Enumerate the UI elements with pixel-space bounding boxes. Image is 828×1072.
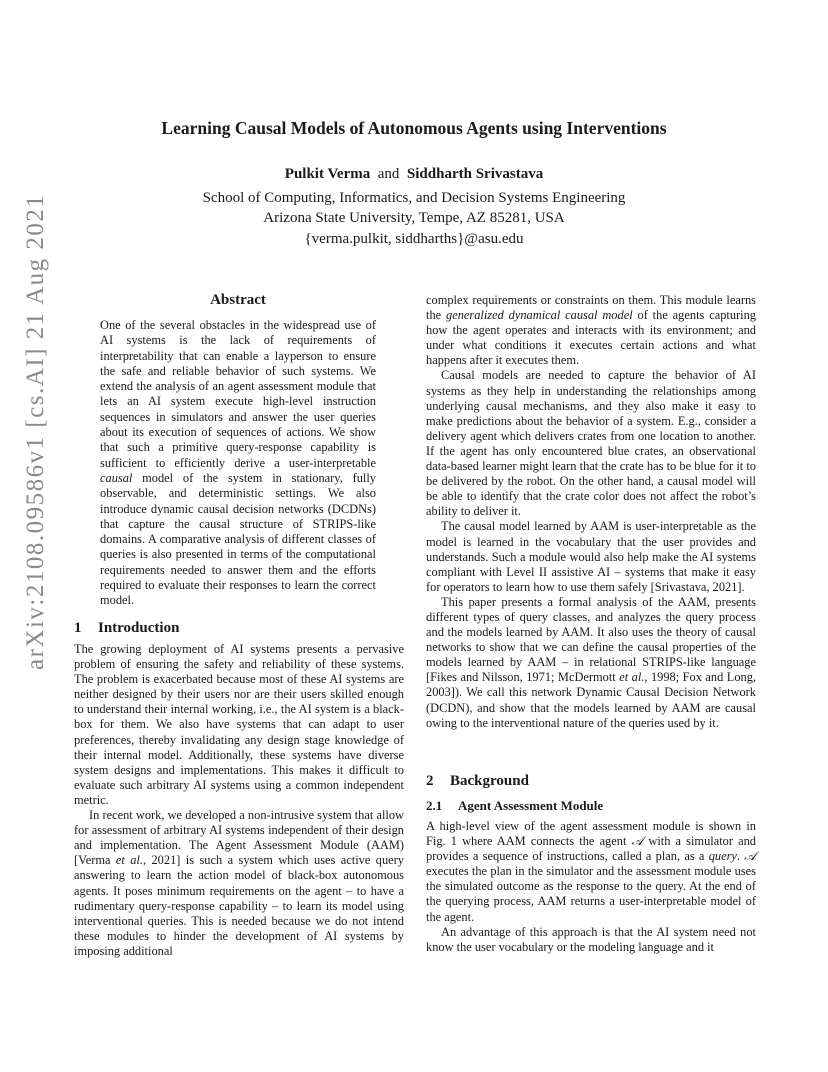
paragraph: In recent work, we developed a non-intrusive system that allow for assessment of arbitrary AI systems independent of their design and implementation. The Agent Assessment Module (AAM) [Verma et al., 2021] is such a system which uses active query answering to learn the action model of black-box autonomous agents. It poses minimum requirements on the agent – to have a rudimentary query-response capability – to learn its model using interventional queries. This is needed because we do not intend these modules to hinder the development of AI systems by imposing additional <box>74 808 404 958</box>
aam-body <box>426 819 756 955</box>
section-heading-background: 2 Background <box>426 773 529 789</box>
paragraph: The causal model learned by AAM is user-interpretable as the model is learned in the vocabulary that the user provides and understands. Such a module would also help make the AI systems compliant with Level II assistive AI – systems that make it easy for operators to learn how to use them safely [Srivastava, 2021]. <box>426 519 756 594</box>
affiliation-line: Arizona State University, Tempe, AZ 85281, USA <box>263 210 565 226</box>
abstract-body: One of the several obstacles in the widespread use of AI systems is the lack of requirements of interpretability that can enable a layperson to ensure the safe and reliable behavior of such systems. We extend the analysis of an agent assessment module that lets an AI system execute high-level instruction sequences in simulators and answer the user queries about its execution of sequences of actions. We show that such a primitive query-response capability is sufficient to efficiently derive a user-interpretable causal model of the system in stationary, fully observable, and deterministic settings. We also introduce dynamic causal decision networks (DCDNs) that capture the causal structure of STRIPS-like domains. A comparative analysis of different classes of queries is also presented in terms of the computational requirements needed to answer them and the efforts required to evaluate their responses to learn the correct model. <box>100 318 376 608</box>
paragraph: This paper presents a formal analysis of the AAM, presents different types of query classes, and analyzes the query process and the models learned by AAM. It also uses the theory of causal networks to show that we can define the causal properties of the models learned by AAM – in relational STRIPS-like language [Fikes and Nilsson, 1971; McDermott et al., 1998; Fox and Long, 2003]). We call this network Dynamic Causal Decision Network (DCDN), and show that the models learned by AAM are causal owing to the interventional nature of the queries used by it. <box>426 594 756 730</box>
paragraph: A high-level view of the agent assessment module is shown in Fig. 1 where AAM connects the agent 𝒜 with a simulator and provides a sequence of instructions, called a plan, as a query. 𝒜 executes the plan in the simulator and the assessment module uses the simulated outcome as the response to the query. At the end of the querying process, AAM returns a user-interpretable model of the agent. <box>426 819 756 924</box>
paragraph: An advantage of this approach is that the AI system need not know the user vocabulary or the modeling language and it <box>426 924 756 954</box>
abstract-heading: Abstract <box>210 292 266 308</box>
affiliation-line: School of Computing, Informatics, and Decision Systems Engineering <box>202 190 626 206</box>
subsection-heading-aam: 2.1 Agent Assessment Module <box>426 798 604 813</box>
author-name: Siddharth Srivastava <box>406 166 544 182</box>
paragraph: The growing deployment of AI systems presents a pervasive problem of ensuring the safety and reliability of these systems. The problem is exacerbated because most of these AI systems are neither designed by their users nor are their users skilled enough to understand their internal working, i.e., the AI system is a black-box for them. We also have systems that can adapt to user preferences, thereby invalidating any design stage knowledge of their internal model. Additionally, these systems have diverse system designs and implementations. This makes it difficult to evaluate such arbitrary AI systems using a common independent metric. <box>74 642 404 807</box>
author-conjunction: and <box>377 166 400 182</box>
author-email: {verma.pulkit, siddharths}@asu.edu <box>304 231 524 247</box>
paper-title: Learning Causal Models of Autonomous Agents using Interventions <box>161 118 667 138</box>
paragraph: Causal models are needed to capture the behavior of AI systems as they help in understanding the relationships among underlying causal mechanisms, and they also make it easy to make predictions about the behavior of a system. E.g., consider a delivery agent which delivers crates from one location to another. If the agent has only encountered blue crates, an observational data-based learner might learn that the crate has to be blue for it to be delivered by the robot. On the other hand, a causal model will be able to identify that the crate color does not affect the robot’s ability to deliver it. <box>426 368 756 519</box>
section-heading-introduction: 1 Introduction <box>74 620 180 636</box>
paragraph: complex requirements or constraints on them. This module learns the generalized dynamical causal model of the agents capturing how the agent operates and interacts with its environment; and under what conditions it executes certain actions and what happens after it executes them. <box>426 293 756 368</box>
arxiv-identifier: arXiv:2108.09586v1 [cs.AI] 21 Aug 2021 <box>22 193 49 670</box>
introduction-body <box>74 642 404 959</box>
author-line <box>0 166 828 183</box>
right-column-body <box>426 293 756 731</box>
author-name: Pulkit Verma <box>284 166 371 182</box>
